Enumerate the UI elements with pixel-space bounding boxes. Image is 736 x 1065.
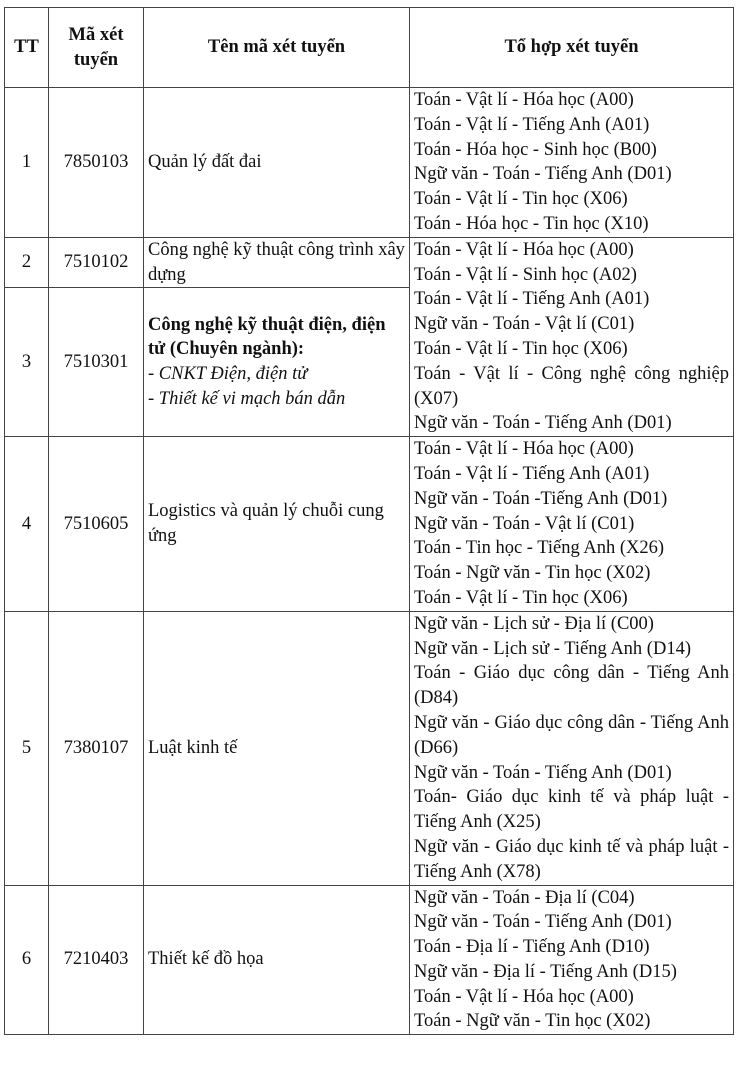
combo-item: Toán - Hóa học - Tin học (X10) — [414, 213, 649, 234]
row-tt: 1 — [5, 88, 49, 238]
combo-item: Ngữ văn - Giáo dục kinh tế và pháp luật - Tiếng Anh (X78) — [414, 836, 729, 882]
row-name-cell — [144, 288, 410, 437]
row-code: 7380107 — [49, 611, 144, 885]
row-name: Công nghệ kỹ thuật công trình xây dựng — [144, 237, 410, 288]
combo-item: Toán - Vật lí - Tiếng Anh (A01) — [414, 289, 650, 310]
header-combos: Tổ hợp xét tuyển — [410, 8, 734, 88]
header-name: Tên mã xét tuyển — [144, 8, 410, 88]
combo-item: Toán - Ngữ văn - Tin học (X02) — [414, 563, 651, 584]
combo-item: Ngữ văn - Toán - Địa lí (C04) — [414, 887, 635, 908]
row-tt: 3 — [5, 288, 49, 437]
row-name: Logistics và quản lý chuỗi cung ứng — [144, 437, 410, 612]
combo-item: Toán - Vật lí - Tiếng Anh (A01) — [414, 463, 650, 484]
combo-item: Ngữ văn - Toán - Tiếng Anh (D01) — [414, 762, 672, 783]
row-code: 7510102 — [49, 237, 144, 288]
combo-item: Ngữ văn - Địa lí - Tiếng Anh (D15) — [414, 961, 677, 982]
combo-item: Toán - Vật lí - Tin học (X06) — [414, 587, 628, 608]
header-code: Mã xét tuyển — [49, 8, 144, 88]
combo-item: Toán - Vật lí - Hóa học (A00) — [414, 439, 634, 460]
table-row — [5, 437, 734, 612]
row-code: 7510301 — [49, 288, 144, 437]
combo-item: Ngữ văn - Toán -Tiếng Anh (D01) — [414, 488, 668, 509]
combo-item: Toán - Ngữ văn - Tin học (X02) — [414, 1011, 651, 1032]
combo-item: Ngữ văn - Toán - Tiếng Anh (D01) — [414, 413, 672, 434]
table-row — [5, 237, 734, 288]
table-row — [5, 885, 734, 1035]
combo-item: Ngữ văn - Lịch sử - Địa lí (C00) — [414, 613, 654, 634]
combo-item: Toán - Vật lí - Tin học (X06) — [414, 189, 628, 210]
row-name: Luật kinh tế — [144, 611, 410, 885]
combo-item: Toán - Tin học - Tiếng Anh (X26) — [414, 538, 665, 559]
combo-item: Toán - Vật lí - Sinh học (A02) — [414, 264, 637, 285]
row-combos — [410, 437, 734, 612]
row-name: Thiết kế đồ họa — [144, 885, 410, 1035]
combo-item: Ngữ văn - Toán - Tiếng Anh (D01) — [414, 164, 672, 185]
combo-item: Ngữ văn - Toán - Vật lí (C01) — [414, 314, 635, 335]
combo-item: Toán - Giáo dục công dân - Tiếng Anh (D84) — [414, 663, 729, 709]
combo-item: Ngữ văn - Toán - Tiếng Anh (D01) — [414, 912, 672, 933]
combo-item: Toán - Địa lí - Tiếng Anh (D10) — [414, 937, 650, 958]
combo-item: Toán - Vật lí - Hóa học (A00) — [414, 90, 634, 110]
row-tt: 5 — [5, 611, 49, 885]
combo-item: Toán- Giáo dục kinh tế và pháp luật - Tiếng Anh (X25) — [414, 787, 729, 833]
row-code: 7510605 — [49, 437, 144, 612]
row-tt: 6 — [5, 885, 49, 1035]
header-row — [5, 8, 734, 88]
admission-table — [4, 7, 734, 1035]
row-name: Quản lý đất đai — [144, 88, 410, 238]
row-name: Công nghệ kỹ thuật điện, điện tử (Chuyên ngành): — [148, 314, 386, 360]
combo-item: Toán - Vật lí - Công nghệ công nghiệp (X07) — [414, 363, 729, 409]
table-row — [5, 611, 734, 885]
combo-item: Ngữ văn - Giáo dục công dân - Tiếng Anh (D66) — [414, 712, 729, 758]
combo-item: Toán - Vật lí - Tiếng Anh (A01) — [414, 114, 650, 135]
combo-item: Toán - Hóa học - Sinh học (B00) — [414, 139, 657, 160]
row-tt: 4 — [5, 437, 49, 612]
header-tt: TT — [5, 8, 49, 88]
combo-item: Ngữ văn - Toán - Vật lí (C01) — [414, 513, 635, 534]
table-row — [5, 88, 734, 238]
combo-item: Ngữ văn - Lịch sử - Tiếng Anh (D14) — [414, 638, 691, 659]
combo-item: Toán - Vật lí - Hóa học (A00) — [414, 239, 634, 260]
row-combos-shared — [410, 237, 734, 436]
specialization-item: - CNKT Điện, điện tử — [148, 364, 308, 385]
combo-item: Toán - Vật lí - Hóa học (A00) — [414, 986, 634, 1007]
row-combos — [410, 885, 734, 1035]
row-combos — [410, 88, 734, 238]
row-tt: 2 — [5, 237, 49, 288]
row-combos — [410, 611, 734, 885]
combo-item: Toán - Vật lí - Tin học (X06) — [414, 338, 628, 359]
row-code: 7210403 — [49, 885, 144, 1035]
specialization-item: - Thiết kế vi mạch bán dẫn — [148, 389, 346, 410]
row-code: 7850103 — [49, 88, 144, 238]
